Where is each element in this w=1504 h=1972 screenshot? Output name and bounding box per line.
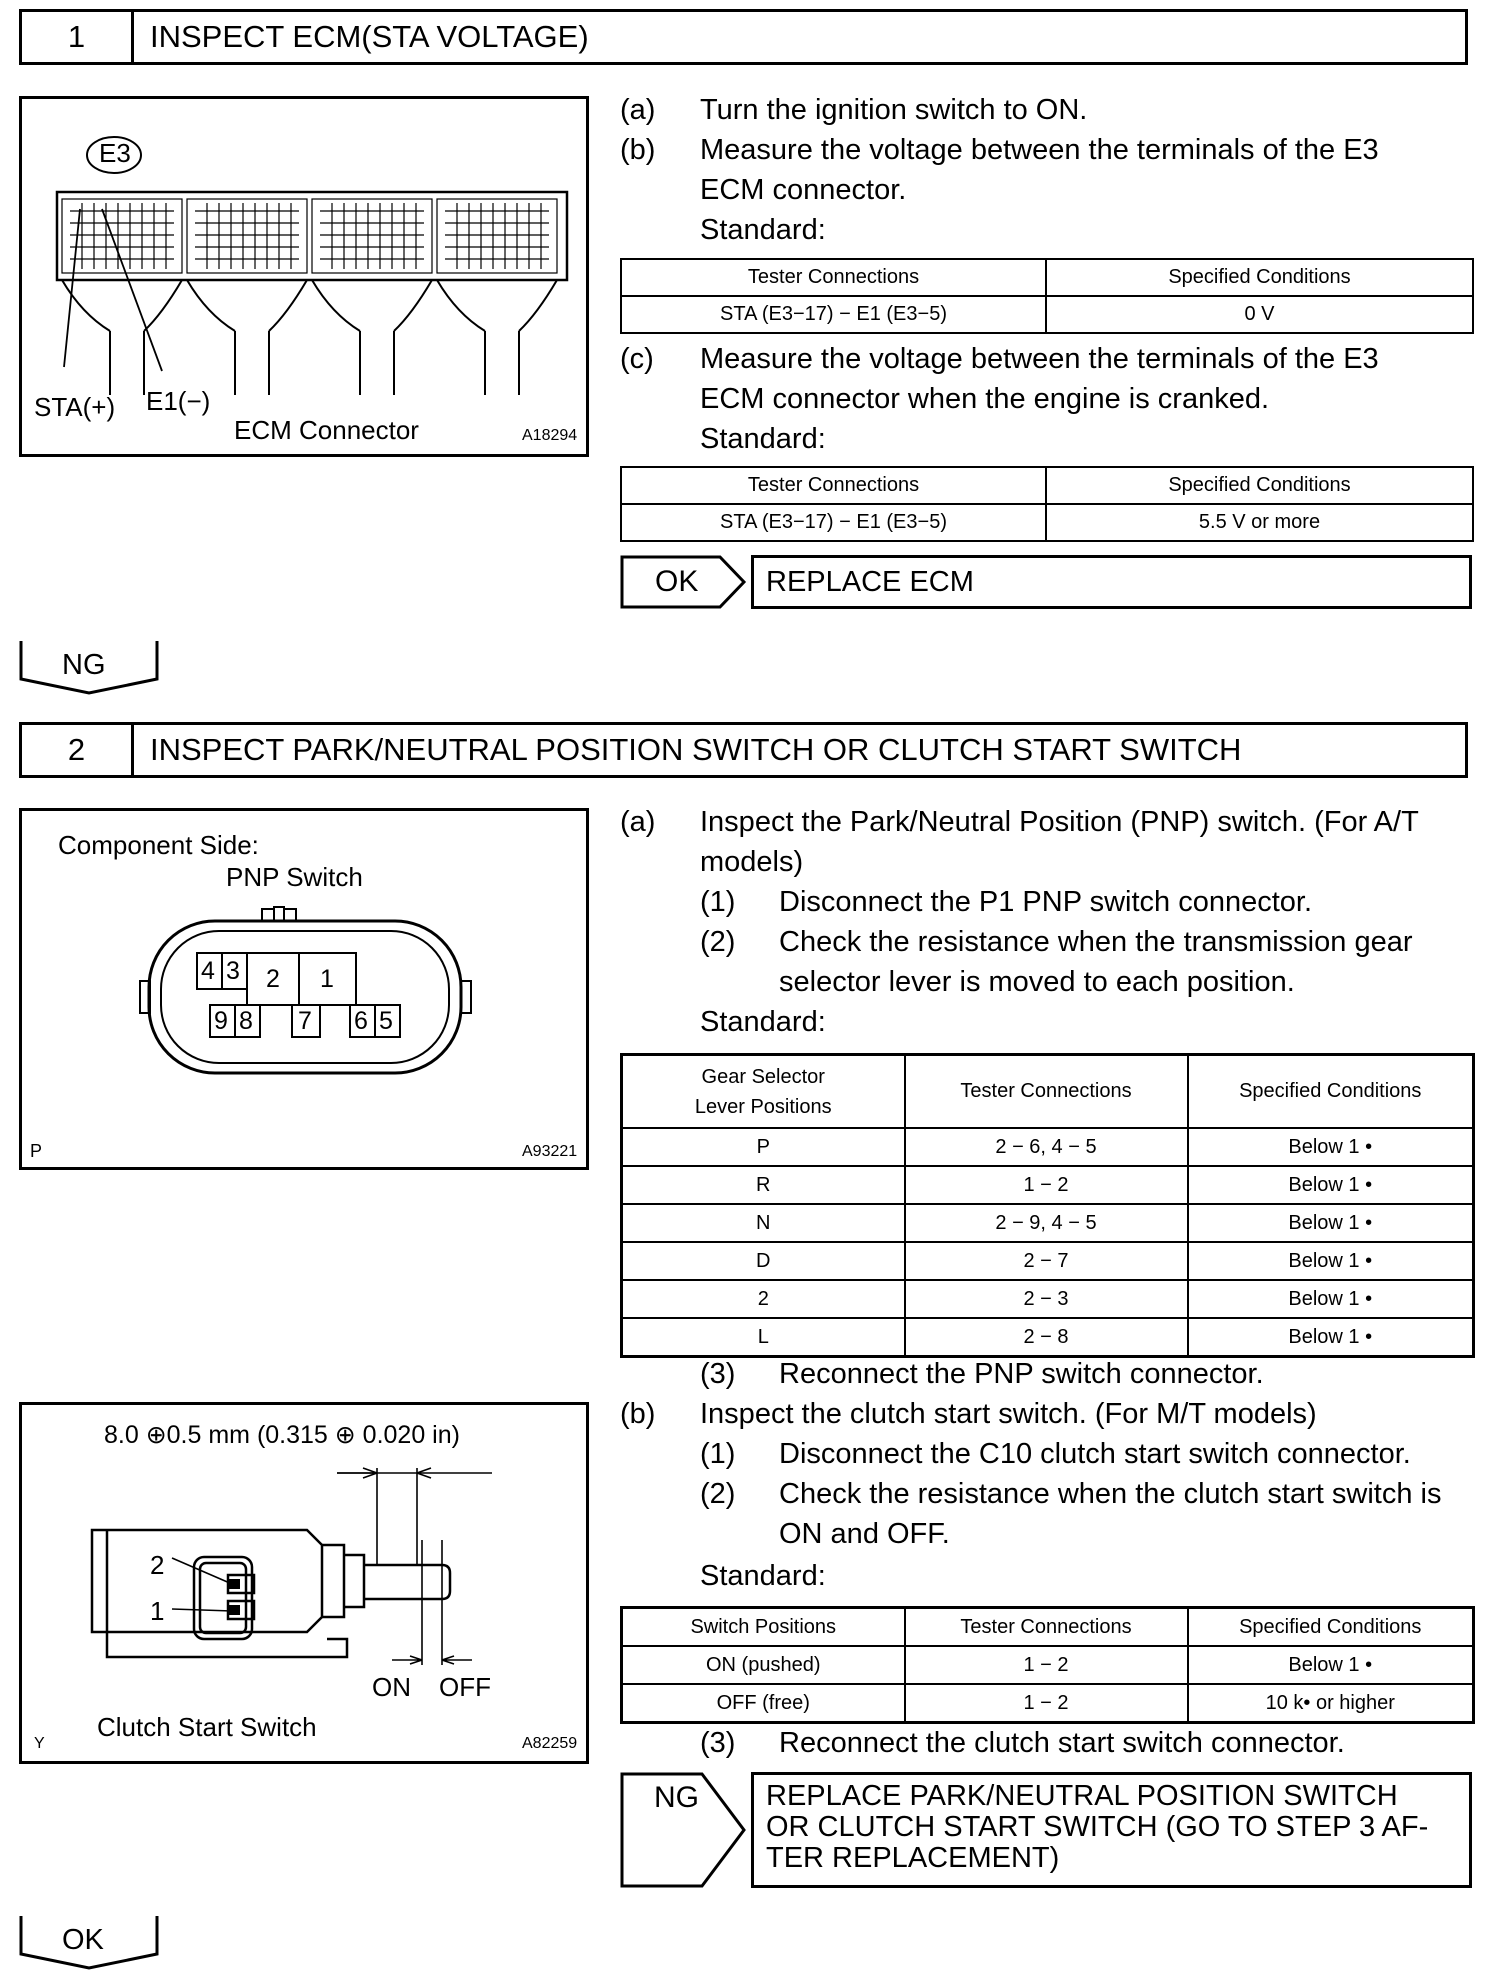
pin-label: 6	[354, 1007, 368, 1035]
standard-label: Standard:	[700, 423, 826, 455]
sub-3-marker: (3)	[700, 1727, 736, 1759]
table-cell: Below 1 •	[1188, 1280, 1474, 1318]
table-cell: 1 − 2	[905, 1646, 1188, 1684]
sub-2-line1: Check the resistance when the transmission gear	[779, 926, 1413, 958]
pin-label: 1	[320, 965, 334, 993]
step-2-header	[19, 722, 1468, 778]
figure-id: A18294	[522, 427, 578, 444]
table-cell: 2 − 6, 4 − 5	[905, 1128, 1188, 1166]
ok-label: OK	[655, 565, 699, 598]
header-line: Gear Selector	[701, 1065, 825, 1088]
pin-2-label: 2	[150, 1550, 165, 1580]
connector-tag-e3: E3	[99, 138, 131, 168]
on-label: ON	[372, 1672, 411, 1702]
component-side-label: Component Side:	[58, 830, 259, 860]
sub-2-marker: (2)	[700, 1478, 736, 1510]
spec-table-2	[620, 466, 1474, 542]
sub-1-text: Disconnect the C10 clutch start switch connector.	[779, 1438, 1411, 1470]
table-row	[622, 1280, 1474, 1318]
sub-2-line2: ON and OFF.	[779, 1518, 950, 1550]
step-number: 2	[22, 725, 134, 775]
dimension-label: 8.0 ⊕0.5 mm (0.315 ⊕ 0.020 in)	[104, 1421, 460, 1449]
table-row	[622, 1242, 1474, 1280]
item-a-marker: (a)	[620, 94, 656, 126]
figure-corner-mark: Y	[34, 1735, 45, 1752]
table-cell: STA (E3−17) − E1 (E3−5)	[621, 504, 1046, 541]
table-cell: ON (pushed)	[622, 1646, 905, 1684]
table-header: Tester Connections	[621, 467, 1046, 504]
standard-label: Standard:	[700, 214, 826, 246]
item-a-marker: (a)	[620, 806, 656, 838]
ok-result-box: REPLACE ECM	[751, 555, 1472, 609]
table-cell: 1 − 2	[905, 1684, 1188, 1723]
sub-3-text: Reconnect the PNP switch connector.	[779, 1358, 1264, 1390]
figure-id: A93221	[522, 1143, 578, 1160]
pnp-switch-figure	[19, 808, 589, 1170]
table-header: Specified Conditions	[1188, 1055, 1474, 1129]
pin-1-label: 1	[150, 1596, 165, 1626]
ok-label: OK	[62, 1924, 104, 1956]
table-cell: Below 1 •	[1188, 1318, 1474, 1357]
item-b-marker: (b)	[620, 134, 656, 166]
table-row	[622, 1166, 1474, 1204]
table-cell: 1 − 2	[905, 1166, 1188, 1204]
table-header: Tester Connections	[621, 259, 1046, 296]
pin-label: 5	[379, 1007, 393, 1035]
pin-label: 4	[201, 957, 215, 985]
table-cell: P	[622, 1128, 905, 1166]
table-header: Specified Conditions	[1046, 259, 1473, 296]
pin-label: 9	[214, 1007, 228, 1035]
table-cell: OFF (free)	[622, 1684, 905, 1723]
table-cell: 10 k• or higher	[1188, 1684, 1474, 1723]
pin-label: 2	[266, 965, 280, 993]
table-cell: 2 − 8	[905, 1318, 1188, 1357]
table-row	[622, 1204, 1474, 1242]
table-row	[622, 1128, 1474, 1166]
sub-2-marker: (2)	[700, 926, 736, 958]
sub-3-text: Reconnect the clutch start switch connector.	[779, 1727, 1345, 1759]
step-title: INSPECT PARK/NEUTRAL POSITION SWITCH OR CLUTCH START SWITCH	[150, 732, 1242, 767]
figure-id: A82259	[522, 1735, 578, 1752]
item-c-line2: ECM connector when the engine is cranked.	[700, 383, 1270, 415]
item-b-text: Inspect the clutch start switch. (For M/T models)	[700, 1398, 1317, 1430]
ng-label: NG	[62, 649, 106, 681]
label-e1: E1(−)	[146, 386, 211, 416]
ng-result-line: REPLACE PARK/NEUTRAL POSITION SWITCH	[766, 1780, 1398, 1812]
table-cell: R	[622, 1166, 905, 1204]
step-1-header	[19, 9, 1468, 65]
sub-1-text: Disconnect the P1 PNP switch connector.	[779, 886, 1313, 918]
table-header: Switch Positions	[622, 1608, 905, 1647]
item-b-line2: ECM connector.	[700, 174, 907, 206]
item-a-line2: models)	[700, 846, 804, 878]
table-cell: L	[622, 1318, 905, 1357]
table-cell: Below 1 •	[1188, 1166, 1474, 1204]
pin-label: 8	[239, 1007, 253, 1035]
ng-label: NG	[654, 1781, 699, 1814]
table-cell: Below 1 •	[1188, 1204, 1474, 1242]
sub-3-marker: (3)	[700, 1358, 736, 1390]
table-cell: N	[622, 1204, 905, 1242]
item-a-text: Turn the ignition switch to ON.	[700, 94, 1088, 126]
ng-result-box	[751, 1772, 1472, 1888]
pin-label: 7	[298, 1007, 312, 1035]
sub-1-marker: (1)	[700, 886, 736, 918]
table-header: Tester Connections	[905, 1055, 1188, 1129]
table-cell: D	[622, 1242, 905, 1280]
table-cell: 2	[622, 1280, 905, 1318]
table-cell: STA (E3−17) − E1 (E3−5)	[621, 296, 1046, 333]
sub-2-line1: Check the resistance when the clutch start switch is	[779, 1478, 1442, 1510]
table-cell: 2 − 7	[905, 1242, 1188, 1280]
figure-corner-mark: P	[30, 1141, 43, 1161]
gear-position-table	[620, 1053, 1475, 1358]
pnp-switch-label: PNP Switch	[226, 862, 363, 892]
ng-result-line: OR CLUTCH START SWITCH (GO TO STEP 3 AF-	[766, 1811, 1429, 1843]
table-cell: 5.5 V or more	[1046, 504, 1473, 541]
table-row	[622, 1608, 1474, 1647]
table-header: Specified Conditions	[1046, 467, 1473, 504]
pin-label: 3	[226, 957, 240, 985]
table-cell: 0 V	[1046, 296, 1473, 333]
table-header: Specified Conditions	[1188, 1608, 1474, 1647]
sub-1-marker: (1)	[700, 1438, 736, 1470]
item-b-marker: (b)	[620, 1398, 656, 1430]
table-header: Tester Connections	[905, 1608, 1188, 1647]
label-sta: STA(+)	[34, 392, 116, 422]
item-a-line1: Inspect the Park/Neutral Position (PNP) switch. (For A/T	[700, 806, 1419, 838]
header-line: Lever Positions	[694, 1095, 832, 1118]
step-number: 1	[22, 12, 134, 62]
table-cell: 2 − 9, 4 − 5	[905, 1204, 1188, 1242]
table-cell: 2 − 3	[905, 1280, 1188, 1318]
ecm-connector-figure	[19, 96, 589, 457]
figure-caption: Clutch Start Switch	[97, 1712, 317, 1742]
off-label: OFF	[439, 1672, 491, 1702]
switch-position-table	[620, 1606, 1475, 1724]
step-title: INSPECT ECM(STA VOLTAGE)	[150, 19, 589, 54]
item-c-line1: Measure the voltage between the terminals of the E3	[700, 343, 1379, 375]
clutch-switch-figure	[19, 1402, 589, 1764]
table-header	[622, 1055, 905, 1129]
sub-2-line2: selector lever is moved to each position.	[779, 966, 1295, 998]
table-cell: Below 1 •	[1188, 1242, 1474, 1280]
table-row	[622, 1646, 1474, 1684]
figure-caption: ECM Connector	[234, 415, 419, 445]
table-row	[622, 1684, 1474, 1723]
ng-result-line: TER REPLACEMENT)	[766, 1842, 1060, 1874]
item-c-marker: (c)	[620, 343, 654, 375]
spec-table-1	[620, 258, 1474, 334]
table-row	[622, 1318, 1474, 1357]
table-cell: Below 1 •	[1188, 1646, 1474, 1684]
standard-label: Standard:	[700, 1006, 826, 1038]
standard-label: Standard:	[700, 1560, 826, 1592]
item-b-line1: Measure the voltage between the terminals of the E3	[700, 134, 1379, 166]
table-cell: Below 1 •	[1188, 1128, 1474, 1166]
